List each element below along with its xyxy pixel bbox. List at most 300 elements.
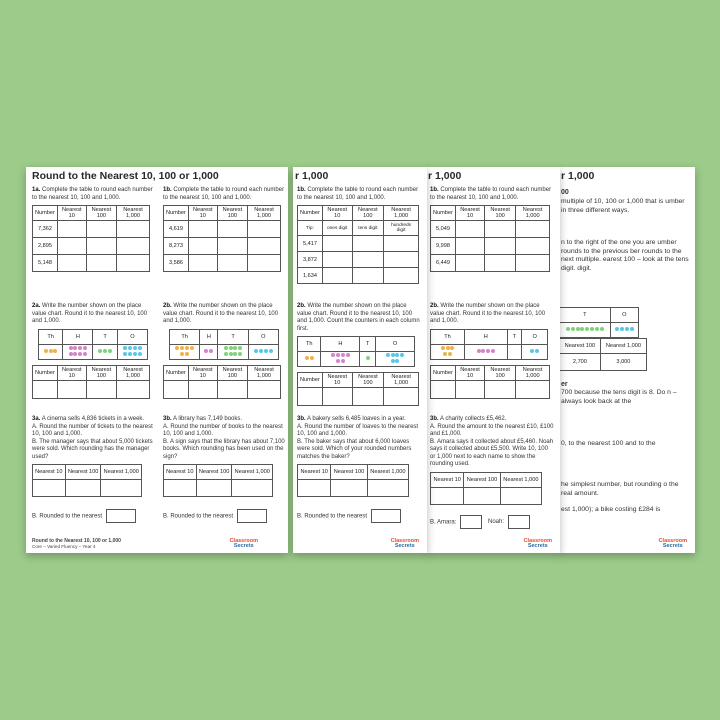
rounding-table <box>32 464 142 497</box>
table-cell: Nearest 100 <box>485 206 516 221</box>
table-cell[interactable] <box>352 236 384 252</box>
counter-dot <box>391 359 395 363</box>
table-cell[interactable] <box>322 252 352 268</box>
counter-dot <box>336 353 340 357</box>
table-cell[interactable] <box>188 221 217 238</box>
table-cell: Nearest 10 <box>455 206 484 221</box>
place-value-chart <box>297 336 415 367</box>
table-cell: ones digit <box>322 221 352 236</box>
table-cell: Nearest 1,000 <box>384 206 419 221</box>
counter-dot <box>138 346 142 350</box>
table-cell <box>522 344 548 359</box>
rounding-table <box>297 372 419 406</box>
table-cell: Nearest 10 <box>57 206 86 221</box>
counter-dot <box>341 353 345 357</box>
table-cell[interactable] <box>217 255 247 272</box>
counter-dot <box>180 346 184 350</box>
table-cell[interactable] <box>298 480 331 497</box>
counter-dot <box>103 349 107 353</box>
guidance-text: multiple of 10, 100 or 1,000 that is umber in three different ways. <box>561 198 685 214</box>
counter-dot <box>224 352 228 356</box>
rounding-table <box>163 365 281 399</box>
answer-box[interactable] <box>106 509 136 523</box>
table-cell: tens digit <box>352 221 384 236</box>
table-cell[interactable] <box>485 221 516 238</box>
table-cell: O <box>522 329 548 344</box>
table-cell <box>560 323 611 338</box>
counter-dot <box>98 349 102 353</box>
counter-dot <box>441 346 445 350</box>
question-3b: 3b. A bakery sells 6,485 loaves in a year. A. Round the number of loaves to the nearest 10, 100 and 1,000. B. The baker says that about 6,000 loaves were sold. Which of your rounded numbers matches the baker? Nearest 10 Nearest 100 Nearest 1,000 B. Rounded to the nearest <box>297 416 421 523</box>
table-cell[interactable] <box>384 268 419 284</box>
rounding-table <box>163 205 281 272</box>
table-cell: Nearest 100 <box>65 465 101 480</box>
table-cell <box>93 344 117 359</box>
table-cell <box>360 352 376 367</box>
answer-box[interactable] <box>237 509 267 523</box>
page-title: Round to the Nearest 10, 100 or 1,000 <box>32 170 219 182</box>
counter-dot <box>69 352 73 356</box>
table-cell <box>431 344 465 359</box>
table-cell: Nearest 10 <box>322 373 352 388</box>
table-cell: 5,417 <box>298 236 323 252</box>
table-cell[interactable] <box>431 380 456 398</box>
table-cell <box>248 344 278 359</box>
question-1b: 1b. Complete the table to round each number to the nearest 10, 100 and 1,000. Number Nearest 10 Nearest 100 Nearest 1,000 Tip: ones digit tens digit hundreds digit 5,417 3,872 1,634 <box>297 187 421 284</box>
table-cell: H <box>465 329 507 344</box>
counter-dot <box>491 349 495 353</box>
counter-dot <box>600 327 604 331</box>
table-cell: Nearest 100 <box>86 365 116 380</box>
table-cell[interactable] <box>86 221 116 238</box>
table-cell: Nearest 10 <box>322 206 352 221</box>
table-cell: Nearest 100 <box>352 206 384 221</box>
counter-dot <box>238 352 242 356</box>
table-cell: H <box>321 337 360 352</box>
table-cell[interactable] <box>117 255 150 272</box>
table-cell[interactable] <box>516 221 550 238</box>
counter-dot <box>185 346 189 350</box>
question-2b: 2b. Write the number shown on the place value chart. Round it to the nearest 10, 100 and 1,000. Th H T O Number Nearest 10 Nearest 100 Nearest 1,000 <box>430 303 554 399</box>
table-cell: Nearest 1,000 <box>248 365 281 380</box>
counter-dot <box>190 346 194 350</box>
table-cell: Nearest 10 <box>188 206 217 221</box>
table-cell[interactable] <box>367 480 408 497</box>
question-3a: 3a. A cinema sells 4,836 tickets in a week. A. Round the number of tickets to the nearest 10, 100 and 1,000. B. The manager says that about 5,000 tickets were sold. Which rounding has the manager used? Nearest 10 Nearest 100 Nearest 1,000 B. Rounded to the nearest <box>32 416 156 523</box>
classroom-secrets-logo: Classroom Secrets <box>390 538 419 549</box>
counter-dot <box>346 353 350 357</box>
table-cell[interactable] <box>516 255 550 272</box>
counter-dot <box>224 346 228 350</box>
place-value-chart <box>430 329 548 360</box>
table-cell[interactable] <box>384 388 419 406</box>
rounding-table <box>297 205 419 284</box>
table-cell[interactable] <box>57 238 86 255</box>
table-cell: Th <box>298 337 321 352</box>
table-cell: T <box>218 329 248 344</box>
question-3b: 3b. A library has 7,149 books. A. Round the number of books to the nearest 10, 100 and 1,000. B. A sign says that the library has about 7,100 books. Which rounding has been used on the sign? Nearest 10 Nearest 100 Nearest 1,000 B. Rounded to the nearest <box>163 416 287 523</box>
table-cell: T <box>93 329 117 344</box>
table-cell[interactable] <box>248 238 281 255</box>
table-cell: O <box>248 329 278 344</box>
table-cell[interactable] <box>65 480 101 497</box>
place-value-chart <box>559 307 639 338</box>
counter-dot <box>78 346 82 350</box>
table-cell[interactable] <box>248 221 281 238</box>
counter-dot <box>123 346 127 350</box>
classroom-secrets-logo: Classroom Secrets <box>658 538 687 549</box>
table-cell <box>117 344 147 359</box>
table-cell: 3,586 <box>164 255 189 272</box>
table-cell: Nearest 100 <box>331 465 367 480</box>
counter-dot <box>123 352 127 356</box>
table-cell: O <box>117 329 147 344</box>
table-cell[interactable] <box>455 380 484 398</box>
table-cell[interactable] <box>117 221 150 238</box>
table-cell: Nearest 10 <box>188 365 217 380</box>
table-cell: O <box>376 337 415 352</box>
table-cell[interactable] <box>57 255 86 272</box>
table-cell: 8,273 <box>164 238 189 255</box>
page-footer: Round to the Nearest 10, 100 or 1,000 Core – Varied Fluency – Year 4 <box>32 538 121 549</box>
table-cell <box>507 344 522 359</box>
table-cell: Nearest 1,000 <box>516 206 550 221</box>
table-cell[interactable] <box>455 238 484 255</box>
table-cell: Nearest 100 <box>352 373 384 388</box>
question-1a: 1a. Complete the table to round each number to the nearest 10, 100 and 1,000. Number Nearest 10 Nearest 100 Nearest 1,000 7,362 2,895 5,148 <box>32 187 156 272</box>
guidance-text: est 1,000); a bike costing £284 is <box>561 506 661 513</box>
counter-dot <box>128 346 132 350</box>
table-cell: O <box>610 308 638 323</box>
worksheet-page-3 <box>426 167 560 553</box>
table-cell <box>376 352 415 367</box>
table-cell: Nearest 1,000 <box>248 206 281 221</box>
table-cell[interactable] <box>500 487 541 504</box>
counter-dot <box>571 327 575 331</box>
section-heading: 00 <box>561 189 569 196</box>
counter-dot <box>585 327 589 331</box>
rounding-table <box>32 205 150 272</box>
table-cell: Nearest 100 <box>217 206 247 221</box>
classroom-secrets-logo: Classroom Secrets <box>523 538 552 549</box>
counter-dot <box>264 349 268 353</box>
table-cell: T <box>360 337 376 352</box>
counter-dot <box>83 352 87 356</box>
counter-dot <box>49 349 53 353</box>
table-cell: Nearest 10 <box>33 465 66 480</box>
table-cell: Number <box>298 206 323 221</box>
table-cell[interactable] <box>164 380 189 398</box>
counter-dot <box>233 352 237 356</box>
counter-dot <box>233 346 237 350</box>
table-cell[interactable] <box>322 388 352 406</box>
table-cell: Nearest 100 <box>560 339 601 354</box>
counter-dot <box>615 327 619 331</box>
table-cell[interactable] <box>352 388 384 406</box>
table-cell <box>39 344 63 359</box>
table-cell[interactable] <box>431 487 464 504</box>
counter-dot <box>185 352 189 356</box>
worksheet-page-4 <box>559 167 695 553</box>
table-cell: Th <box>431 329 465 344</box>
table-cell: Nearest 100 <box>217 365 247 380</box>
table-cell: Nearest 10 <box>164 465 197 480</box>
counter-dot <box>535 349 539 353</box>
table-cell <box>218 344 248 359</box>
counter-dot <box>331 353 335 357</box>
counter-dot <box>336 359 340 363</box>
counter-dot <box>566 327 570 331</box>
counter-dot <box>44 349 48 353</box>
counter-dot <box>108 349 112 353</box>
amara-answer-box[interactable] <box>460 515 482 529</box>
counter-dot <box>209 349 213 353</box>
table-cell: Number <box>431 206 456 221</box>
table-cell <box>321 352 360 367</box>
table-cell[interactable] <box>464 487 500 504</box>
guidance-text: n to the right of the one you are umber rounds to the previous ber rounds to the next multiple. earest 100 – look at the tens digit. digit. <box>561 239 689 272</box>
counter-dot <box>446 346 450 350</box>
table-cell[interactable] <box>455 255 484 272</box>
table-cell: Number <box>431 365 456 380</box>
table-cell: Nearest 100 <box>196 465 232 480</box>
worked-example-table <box>559 338 647 371</box>
counter-dot <box>229 352 233 356</box>
counter-dot <box>138 352 142 356</box>
table-cell: Nearest 100 <box>485 365 516 380</box>
table-cell[interactable] <box>322 268 352 284</box>
table-cell[interactable] <box>217 221 247 238</box>
table-cell: Nearest 1,000 <box>384 373 419 388</box>
counter-dot <box>78 352 82 356</box>
table-cell[interactable] <box>455 221 484 238</box>
table-cell: Nearest 10 <box>298 465 331 480</box>
table-cell[interactable] <box>86 238 116 255</box>
counter-dot <box>530 349 534 353</box>
table-cell: 5,049 <box>431 221 456 238</box>
table-cell <box>200 344 218 359</box>
table-cell[interactable] <box>188 380 217 398</box>
table-cell[interactable] <box>101 480 142 497</box>
table-cell <box>63 344 93 359</box>
table-cell: 4,619 <box>164 221 189 238</box>
counter-dot <box>73 346 77 350</box>
table-cell[interactable] <box>331 480 367 497</box>
rounding-table <box>430 205 550 272</box>
table-cell: Nearest 1,000 <box>101 465 142 480</box>
counter-dot <box>128 352 132 356</box>
counter-dot <box>477 349 481 353</box>
table-cell[interactable] <box>322 236 352 252</box>
counter-dot <box>590 327 594 331</box>
counter-dot <box>254 349 258 353</box>
question-2a: 2a. Write the number shown on the place value chart. Round it to the nearest 10, 100 and 1,000. Th H T O Number Nearest 10 Nearest 100 Nearest 1,000 <box>32 303 156 399</box>
classroom-secrets-logo: Classroom Secrets <box>229 538 258 549</box>
table-cell: Nearest 10 <box>455 365 484 380</box>
table-cell[interactable] <box>485 238 516 255</box>
counter-dot <box>395 359 399 363</box>
table-cell[interactable] <box>384 236 419 252</box>
counter-dot <box>400 353 404 357</box>
table-cell: T <box>507 329 522 344</box>
counter-dot <box>625 327 629 331</box>
table-cell: H <box>63 329 93 344</box>
question-2b: 2b. Write the number shown on the place value chart. Round it to the nearest 10, 100 and 1,000. Th H T O Number Nearest 10 Nearest 100 Nearest 1,000 <box>163 303 287 399</box>
table-cell: Nearest 1,000 <box>117 365 150 380</box>
table-cell: T <box>560 308 611 323</box>
table-cell: Nearest 1,000 <box>500 472 541 487</box>
page-title: r 1,000 <box>295 170 329 182</box>
page-title: r 1,000 <box>428 170 462 182</box>
counter-dot <box>580 327 584 331</box>
counter-dot <box>366 356 370 360</box>
counter-dot <box>595 327 599 331</box>
table-cell[interactable] <box>232 480 273 497</box>
counter-dot <box>341 359 345 363</box>
place-value-chart <box>38 329 148 360</box>
table-cell: Nearest 10 <box>431 472 464 487</box>
table-cell: Number <box>33 206 58 221</box>
table-cell: 3,872 <box>298 252 323 268</box>
question-1b: 1b. Complete the table to round each number to the nearest 10, 100 and 1,000. Number Nearest 10 Nearest 100 Nearest 1,000 5,049 9,998 6,449 <box>430 187 554 272</box>
table-cell: Nearest 100 <box>86 206 116 221</box>
counter-dot <box>448 352 452 356</box>
table-cell[interactable] <box>485 255 516 272</box>
table-cell[interactable] <box>188 238 217 255</box>
counter-dot <box>204 349 208 353</box>
table-cell: Nearest 100 <box>464 472 500 487</box>
table-cell[interactable] <box>248 255 281 272</box>
table-cell: 2,895 <box>33 238 58 255</box>
table-cell <box>465 344 507 359</box>
guidance-text: 700 because the tens digit is 8. Do n – always look back at the <box>561 389 677 405</box>
table-cell[interactable] <box>516 380 550 398</box>
table-cell: Nearest 1,000 <box>516 365 550 380</box>
counter-dot <box>83 346 87 350</box>
counter-dot <box>630 327 634 331</box>
table-cell: 7,362 <box>33 221 58 238</box>
table-cell[interactable] <box>57 221 86 238</box>
rounding-table <box>32 365 150 399</box>
counter-dot <box>180 352 184 356</box>
counter-dot <box>69 346 73 350</box>
counter-dot <box>620 327 624 331</box>
table-cell: Nearest 1,000 <box>367 465 408 480</box>
table-cell: Number <box>33 365 58 380</box>
table-cell[interactable] <box>33 380 58 398</box>
counter-dot <box>443 352 447 356</box>
counter-dot <box>53 349 57 353</box>
counter-dot <box>133 352 137 356</box>
counter-dot <box>133 346 137 350</box>
table-cell[interactable] <box>217 380 247 398</box>
guidance-text: he simplest number, but rounding o the real amount. <box>561 481 679 497</box>
counter-dot <box>486 349 490 353</box>
rounding-table <box>163 464 273 497</box>
rounding-table <box>430 472 542 505</box>
table-cell: 5,148 <box>33 255 58 272</box>
counter-dot <box>450 346 454 350</box>
table-cell <box>610 323 638 338</box>
counter-dot <box>391 353 395 357</box>
answer-box[interactable] <box>371 509 401 523</box>
counter-dot <box>175 346 179 350</box>
table-cell[interactable] <box>298 388 323 406</box>
counter-dot <box>73 352 77 356</box>
table-cell[interactable] <box>485 380 516 398</box>
table-cell: 6,449 <box>431 255 456 272</box>
counter-dot <box>481 349 485 353</box>
guidance-text: 0, to the nearest 100 and to the <box>561 440 656 447</box>
counter-dot <box>386 353 390 357</box>
table-cell[interactable] <box>164 480 197 497</box>
table-cell: Th <box>39 329 63 344</box>
section-heading: er <box>561 381 568 388</box>
table-cell: 3,000 <box>600 354 646 371</box>
table-cell: Number <box>164 365 189 380</box>
place-value-chart <box>169 329 279 360</box>
table-cell: Number <box>164 206 189 221</box>
worksheet-page-1 <box>26 167 288 553</box>
table-cell: 9,998 <box>431 238 456 255</box>
counter-dot <box>269 349 273 353</box>
table-cell: Number <box>298 373 323 388</box>
counter-dot <box>229 346 233 350</box>
table-cell: hundreds digit <box>384 221 419 236</box>
question-1b: 1b. Complete the table to round each number to the nearest 10, 100 and 1,000. Number Nearest 10 Nearest 100 Nearest 1,000 4,619 8,273 3,586 <box>163 187 287 272</box>
counter-dot <box>395 353 399 357</box>
table-cell[interactable] <box>196 480 232 497</box>
counter-dot <box>259 349 263 353</box>
table-cell[interactable] <box>352 252 384 268</box>
rounding-table <box>297 464 409 497</box>
table-cell[interactable] <box>86 380 116 398</box>
counter-dot <box>305 356 309 360</box>
rounding-table <box>430 365 550 399</box>
table-cell[interactable] <box>188 255 217 272</box>
table-cell[interactable] <box>86 255 116 272</box>
table-cell: Nearest 10 <box>57 365 86 380</box>
table-cell: Th <box>170 329 200 344</box>
counter-dot <box>310 356 314 360</box>
table-cell[interactable] <box>516 238 550 255</box>
table-cell[interactable] <box>117 238 150 255</box>
table-cell[interactable] <box>217 238 247 255</box>
table-cell: H <box>200 329 218 344</box>
table-cell[interactable] <box>248 380 281 398</box>
question-3b: 3b. A charity collects £5,462. A. Round the amount to the nearest £10, £100 and £1,000. B. Amara says it collected about £5,460. Noah says it collected about £5,500. Write 10, 100 or 1,000 next to each name to show the rounding used. Nearest 10 Nearest 100 Nearest 1,000 B. Amara: Noah: <box>430 416 554 529</box>
table-cell: Nearest 1,000 <box>600 339 646 354</box>
noah-answer-box[interactable] <box>508 515 530 529</box>
table-cell <box>298 352 321 367</box>
question-2b: 2b. Write the number shown on the place value chart. Round it to the nearest 10, 100 and 1,000. Count the counters in each column first. Th H T O Number Nearest 10 Nearest 100 Nearest 1,000 <box>297 303 421 406</box>
table-cell: Nearest 1,000 <box>232 465 273 480</box>
counter-dot <box>576 327 580 331</box>
page-title: r 1,000 <box>561 170 595 182</box>
worksheet-page-2 <box>293 167 427 553</box>
table-cell[interactable] <box>352 268 384 284</box>
table-cell[interactable] <box>33 480 66 497</box>
table-cell[interactable] <box>384 252 419 268</box>
table-cell <box>170 344 200 359</box>
table-cell: Tip: <box>298 221 323 236</box>
counter-dot <box>238 346 242 350</box>
table-cell: 2,700 <box>560 354 601 371</box>
table-cell[interactable] <box>57 380 86 398</box>
table-cell: 1,634 <box>298 268 323 284</box>
table-cell: Nearest 1,000 <box>117 206 150 221</box>
table-cell[interactable] <box>117 380 150 398</box>
